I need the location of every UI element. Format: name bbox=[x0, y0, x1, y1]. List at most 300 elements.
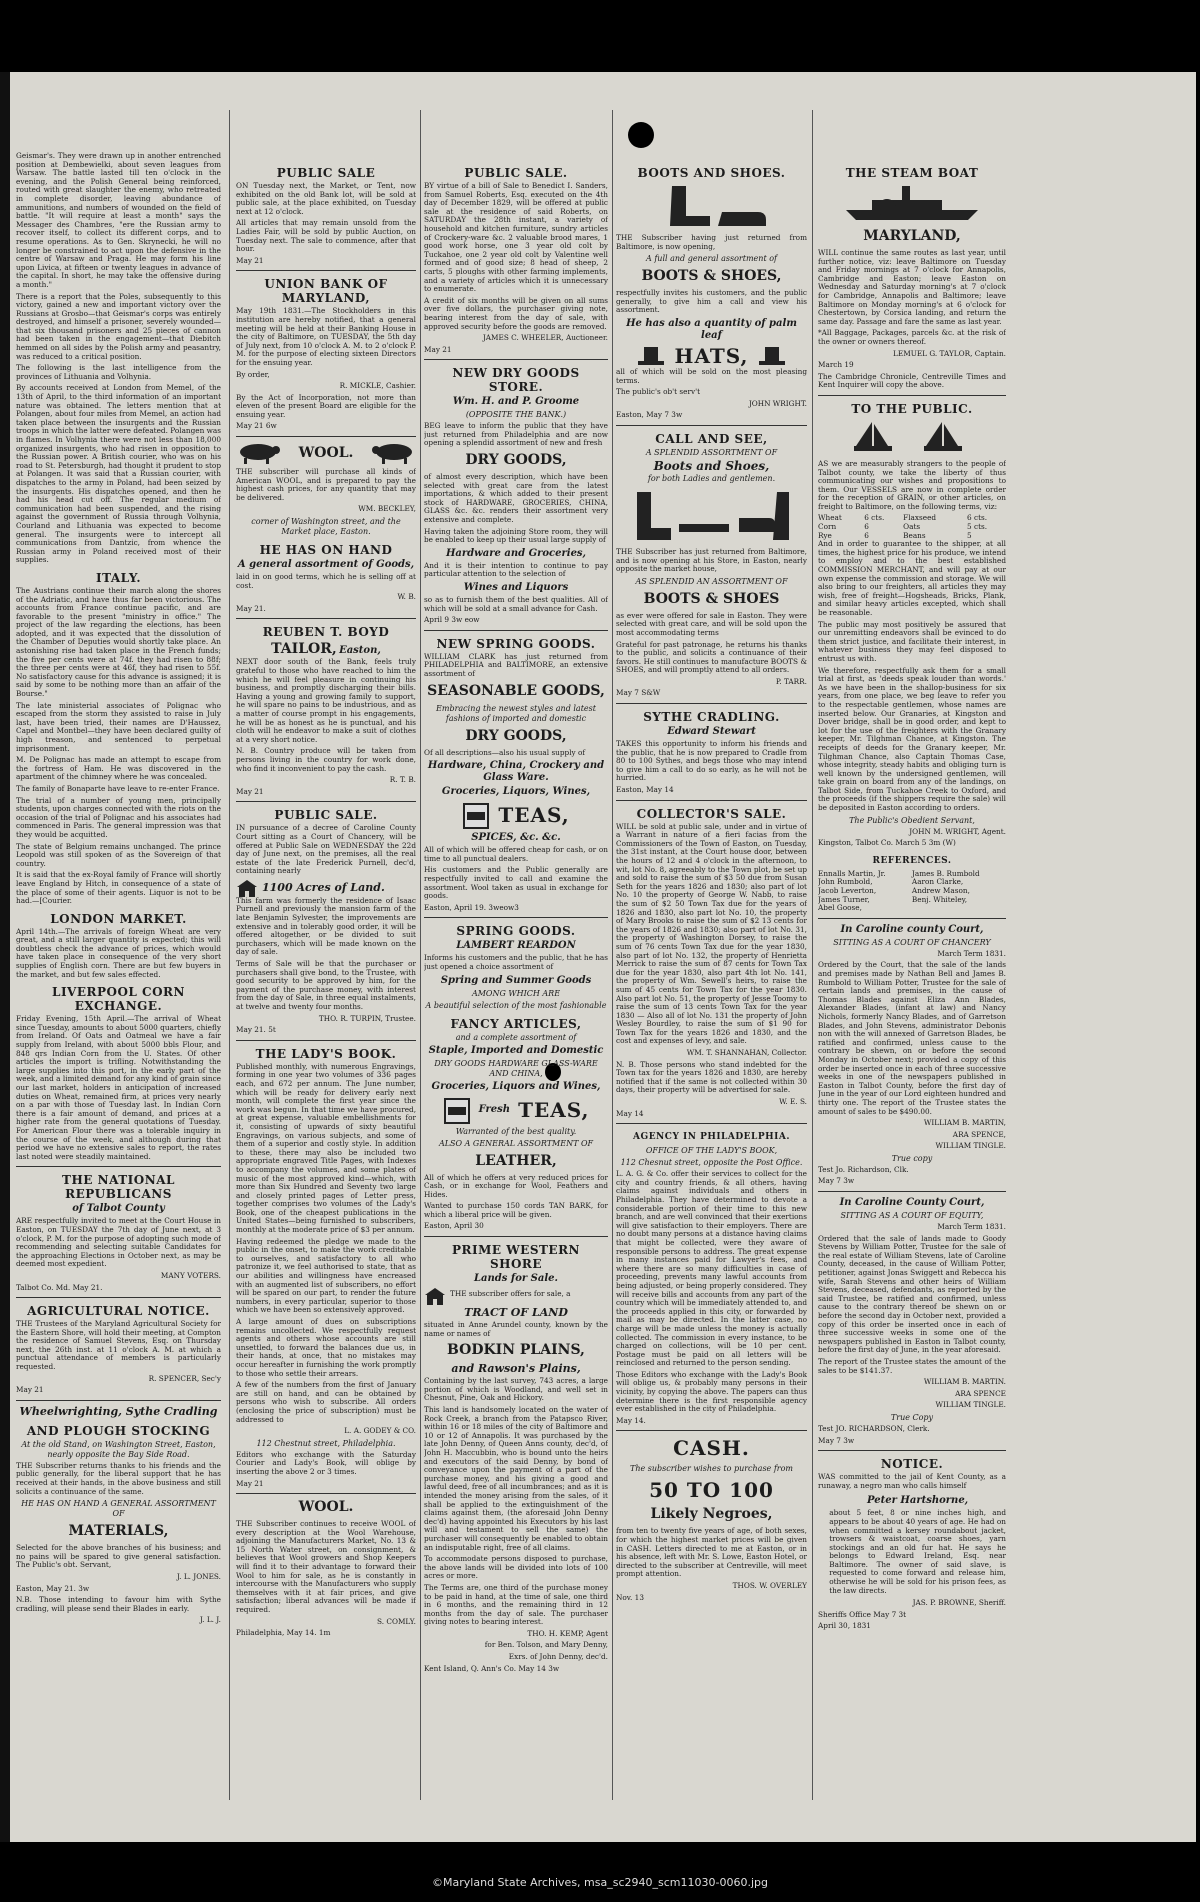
steamboat-date: March 19 bbox=[818, 360, 854, 370]
steamboat-text: WILL continue the same routes as last year, until further notice, viz: leave Baltimore on Tuesday and Friday mornings at 7 o'clock for Annapolis, Cambridge and Easton; leave Easton on Wednesday and Saturday morning's at 7 o'clock for Cambridge, Annapolis and Baltimore; leave Baltimore on Monday morning's at 6 o'clock for Chestertown, by Corsica landing, and return the same day. Passage and fare the same as last year. bbox=[818, 248, 1006, 326]
cash-date: Nov. 13 bbox=[616, 1592, 644, 1602]
court-1-signature: WILLIAM B. MARTIN, bbox=[923, 1118, 1006, 1128]
reference-name: Aaron Clarke, bbox=[911, 877, 964, 887]
reference-name: Andrew Mason, bbox=[911, 886, 970, 896]
public-sale-3-heading: PUBLIC SALE. bbox=[464, 166, 568, 180]
wheel-signature: J. L. JONES. bbox=[176, 1572, 221, 1581]
sythe-text: TAKES this opportunity to inform his friends and the public, that he is now prepared to Cradle from 80 to 100 Sythes, and begs those who may intend to give him a call to do so early, as he will not be hurried. bbox=[616, 739, 807, 783]
public-sale-2-text-2: This farm was formerly the residence of Isaac Purnell and previously the mansion farm of the late Benjamin Sylvester, the improvements are extensive and in tolerably good order, it will be offered altogether, or be divided to suit purchasers, which will be made known on the day of sale. bbox=[236, 895, 416, 957]
staple-line-2: DRY GOODS HARDWARE GLASS-WARE AND CHINA, bbox=[434, 1058, 598, 1078]
collectors-sale-nb: N. B. Those persons who stand indebted for the Town tax for the years 1826 and 1830, are hereby notified that if the same is not collected within 30 days, their property will be advertised for sale. bbox=[616, 1059, 807, 1095]
freight-cell: 6 bbox=[864, 530, 869, 540]
teas-2-heading: TEAS, bbox=[518, 1097, 590, 1122]
boots-illustration-icon bbox=[627, 488, 797, 544]
reference-name: Jacob Leverton, bbox=[818, 886, 877, 896]
notice-date: April 30, 1831 bbox=[818, 1621, 871, 1631]
steamboat-signature: LEMUEL G. TAYLOR, Captain. bbox=[893, 348, 1006, 358]
wheel-date: Easton, May 21. 3w bbox=[16, 1583, 90, 1593]
wheel-text-2: HE HAS ON HAND A GENERAL ASSORTMENT OF bbox=[21, 1499, 216, 1519]
ink-blot bbox=[628, 122, 654, 148]
court-2-subheading: SITTING AS A COURT OF EQUITY, bbox=[840, 1211, 984, 1221]
republicans-signature: MANY VOTERS. bbox=[160, 1270, 221, 1280]
agency-date: May 14. bbox=[616, 1415, 646, 1425]
public-sale-date: May 21 bbox=[236, 255, 264, 265]
agri-text: THE Trustees of the Maryland Agricultural Society for the Eastern Shore, will hold their meeting, at Compton the residence of Samuel Stevens, Esq. on Thursday next, the 26th inst. at 11 o'clock A. M. at which a punctual attendance of members is particularly requested. bbox=[16, 1319, 221, 1372]
divider bbox=[424, 630, 608, 631]
freight-cell: Rye bbox=[818, 530, 832, 540]
among-which: AMONG WHICH ARE bbox=[471, 988, 561, 998]
public-sale-2-signature: THO. R. TURPIN, Trustee. bbox=[318, 1013, 416, 1023]
boots-text-2: respectfully invites his customers, and the public generally, to give him a call and view his assortment. bbox=[616, 288, 807, 315]
freight-table bbox=[818, 514, 1006, 540]
agri-date: May 21 bbox=[16, 1385, 44, 1395]
dry-goods-opposite: (OPPOSITE THE BANK.) bbox=[465, 410, 567, 420]
boots-text: THE Subscriber having just returned from Baltimore, is now opening, bbox=[616, 233, 807, 251]
divider bbox=[236, 801, 416, 802]
public-sale-heading: PUBLIC SALE bbox=[276, 166, 376, 180]
spring-goods-text-3: All of which will be offered cheap for cash, or on time to all punctual dealers. bbox=[424, 845, 608, 863]
to-the-public-text: AS we are measurably strangers to the people of Talbot county, we take the liberty of thus communicating our wishes and propositions to them. Our VESSELS are now in complete order for the reception of GRAIN, or other articles, on freight to Baltimore, on the following terms, viz: bbox=[818, 458, 1006, 511]
call-text-2: as ever were offered for sale in Easton. They were selected with great care, and will be sold upon the most accommodating terms bbox=[616, 610, 807, 637]
divider bbox=[818, 1191, 1006, 1192]
agri-signature: R. SPENCER, Sec'y bbox=[148, 1373, 221, 1383]
ladys-book-text-5: Editors who exchange with the Saturday Courier and Lady's Book, will oblige by inserting the above 2 or 3 times. bbox=[236, 1449, 416, 1476]
divider bbox=[236, 436, 416, 437]
call-big-heading: Boots and Shoes, bbox=[653, 458, 770, 473]
freight-cell: 6 cts. bbox=[864, 513, 885, 523]
wool-2-date: Philadelphia, May 14. 1m bbox=[236, 1628, 331, 1638]
court-1-subheading: SITTING AS A COURT OF CHANCERY bbox=[833, 937, 991, 947]
cash-number: 50 TO 100 bbox=[649, 1478, 774, 1503]
cash-text: The subscriber wishes to purchase from bbox=[629, 1464, 794, 1474]
court-2-heading: In Caroline County Court, bbox=[839, 1197, 985, 1209]
tailor-heading-row bbox=[236, 641, 416, 658]
call-text-3: Grateful for past patronage, he returns his thanks to the public, and solicits a continuance of their favors. He still continues to manufacture BOOTS & SHOES, and will promptly attend to all orders. bbox=[616, 639, 807, 675]
steamboat-note: The Cambridge Chronicle, Centreville Times and Kent Inquirer will copy the above. bbox=[818, 371, 1006, 390]
prime-land-heading: PRIME WESTERN SHORE bbox=[451, 1243, 581, 1272]
public-sale-text: ON Tuesday next, the Market, or Tent, now exhibited on the old Bank lot, will be sold at public sale, at the place exhibited, on Tuesday next at 12 o'clock. bbox=[236, 181, 416, 216]
tailor-text: NEXT door south of the Bank, feels truly grateful to those who have reached to him the which he will feel pleasure in continuing his business, and promptly discharging their bills. Having a young and growing family to support, he will spare no pains to be industrious, and as a matter of course prompt in his engagements, he will be as honest as he is punctual, and his cloth will he endeavor to make a suit of clothes at a very short notice. bbox=[236, 657, 416, 744]
wheel-subheading: At the old Stand, on Washington Street, Easton, nearly opposite the Bay Side Road. bbox=[21, 1439, 216, 1459]
groceries-2-line: Groceries, Liquors and Wines, bbox=[431, 1080, 601, 1092]
hat-icon bbox=[758, 345, 786, 367]
london-text: April 14th.—The arrivals of foreign Wheat are very great, and a still larger quantity is expected; this will doubtless check the advance of prices, which would have taken place in consequence of the very short supplies of English corn. There are but few buyers in the market, and but few sales effected. bbox=[16, 926, 221, 979]
ladys-book-text-4: A few of the numbers from the first of January are still on hand, and can be obtained by persons who wish to subscribe. All orders (enclosing the price of subscription) must be addressed to bbox=[236, 1380, 416, 1424]
dry-goods-text-2: of almost every description, which have been selected with great care from the latest importations, & which added to their present stock of HARDWARE, GROCERIES, CHINA, GLASS &c. &c. renders their assortment very extensive and complete. bbox=[424, 472, 608, 525]
republicans-text: ARE respectfully invited to meet at the Court House in Easton, on TUESDAY the 7th day of June next, at 3 o'clock, P. M. for the purpose of adopting such mode of recommending and selecting suitable Candidates for the approaching Elections in October next, as may be deemed most expedient. bbox=[16, 1216, 221, 1269]
prime-land-subheading: Lands for Sale. bbox=[474, 1273, 558, 1285]
ladys-book-date: May 21 bbox=[236, 1478, 264, 1488]
wool-header-row bbox=[236, 442, 416, 464]
court-2-date: May 7 3w bbox=[818, 1435, 855, 1445]
tract-text: situated in Anne Arundel county, known by the name or names of bbox=[424, 1320, 608, 1338]
freight-cell: Oats bbox=[903, 522, 921, 532]
fresh-label: Fresh bbox=[478, 1103, 511, 1115]
assortment-line: ALSO A GENERAL ASSORTMENT OF bbox=[438, 1138, 594, 1148]
steamboat-heading: THE STEAM BOAT bbox=[845, 166, 979, 180]
boot-and-shoe-icon bbox=[652, 184, 772, 230]
public-sale-2-heading: PUBLIC SALE. bbox=[274, 808, 378, 823]
column-1 bbox=[16, 152, 221, 1628]
union-bank-text-2: By the Act of Incorporation, not more than eleven of the present Board are eligible for the ensuing year. bbox=[236, 392, 416, 419]
leather-text: All of which he offers at very reduced prices for Cash, or in exchange for Wool, Feathers and Hides. bbox=[424, 1172, 608, 1199]
court-1-signature-3: WILLIAM TINGLE. bbox=[935, 1141, 1006, 1151]
divider bbox=[818, 1450, 1006, 1451]
notice-body-row bbox=[818, 1493, 1006, 1598]
ladys-book-signature: L. A. GODEY & CO. bbox=[344, 1426, 416, 1436]
reference-name: Benj. Whiteley, bbox=[911, 894, 968, 904]
cash-negroes: Likely Negroes, bbox=[650, 1506, 773, 1523]
materials-heading: MATERIALS, bbox=[68, 1523, 169, 1540]
prime-land-text: THE subscriber offers for sale, a bbox=[450, 1289, 571, 1299]
agency-office: OFFICE OF THE LADY'S BOOK, bbox=[645, 1146, 778, 1156]
court-2-signature-3: WILLIAM TINGLE. bbox=[935, 1400, 1006, 1410]
italy-heading: ITALY. bbox=[95, 570, 142, 585]
divider bbox=[616, 1123, 807, 1124]
spring-goods-subheading: Embracing the newest styles and latest fashions of imported and domestic bbox=[436, 703, 596, 723]
court-1-signature-2: ARA SPENCE, bbox=[952, 1129, 1006, 1139]
notice-signature: JAS. P. BROWNE, Sheriff. bbox=[912, 1598, 1006, 1608]
hats-public: The public's ob't serv't bbox=[616, 387, 701, 397]
acres-row bbox=[236, 879, 416, 897]
court-1-heading: In Caroline county Court, bbox=[840, 923, 984, 935]
tan-bark-date: Easton, April 30 bbox=[424, 1221, 484, 1231]
on-hand-heading: HE HAS ON HAND bbox=[259, 543, 393, 558]
spring-goods-2-text: Informs his customers and the public, that he has just opened a choice assortment of bbox=[424, 953, 608, 971]
tract-signature-2: for Ben. Tolson, and Mary Denny, bbox=[484, 1640, 608, 1650]
teas-heading: TEAS, bbox=[498, 803, 570, 828]
spring-goods-2-heading: SPRING GOODS. bbox=[456, 924, 576, 939]
notice-name: Peter Hartshorne, bbox=[867, 1495, 969, 1507]
wool-address: corner of Washington street, and the Market place, Easton. bbox=[251, 517, 401, 537]
spring-goods-subheading-2: Hardware, China, Crockery and Glass Ware. bbox=[427, 760, 605, 784]
boots-heading: BOOTS AND SHOES. bbox=[637, 166, 786, 180]
war-paragraph: There is a report that the Poles, subsequently to this victory, gained a new and important victory over the Russians at Grosbo—that Geismar's corps was entirely destroyed, and himself a prisoner, severely wounded—that six thousand prisoners and 25 pieces of cannon had been taken in the engagement—that Diebitch hemmed on all sides by the Polish army and peasantry, was reduced to a critical position. bbox=[16, 291, 221, 361]
war-paragraph: Geismar's. They were drawn up in another entrenched position at Dembewielki, about seven leagues from Warsaw. The battle lasted till ten o'clock in the evening, and the Polish General being reinforced, routed with great slaughter the enemy, who retreated in complete disorder, leaving abundance of ammunitions, and numbers of wounded on the field of battle. "It will require at least a month" says the Messager des Chambres, "ere the Russian army to recover itself, to collect its different corps, and to resume operations. As to Gen. Skrynecki, he will no longer be constrained to act upon the defensive in the centre of Warsaw and Praga. He may form his line upon Livica, at fifteen or twenty leagues in advance of the capital. In short, he may take the offensive during a month." bbox=[16, 152, 221, 289]
collectors-sale-heading: COLLECTOR'S SALE. bbox=[636, 806, 787, 821]
union-bank-text: May 19th 1831.—The Stockholders in this institution are hereby notified, that a general meeting will be held at their Banking House in the city of Baltimore, on TUESDAY, the 5th day of July next, from 10 o'clock A. M. to 2 o'clock P. M. for the purpose of electing sixteen Directors for the ensuing year. bbox=[236, 306, 416, 367]
dry-goods-2-heading: DRY GOODS, bbox=[465, 727, 567, 744]
ladys-book-text-3: A large amount of dues on subscriptions remains uncollected. We respectfully request agents and others whose accounts are still unsettled, to forward the balances due us, in their hands, at once, that no mistakes may occur hereafter in furnishing the work promptly to those who settle their arrears. bbox=[236, 1317, 416, 1378]
tract-heading: TRACT OF LAND bbox=[464, 1306, 568, 1320]
wheel-text: THE Subscriber returns thanks to his friends and the public generally, for the liberal support that he has received at their hands, in the above business and still solicits a continuance of the same. bbox=[16, 1460, 221, 1496]
divider bbox=[16, 1297, 221, 1298]
public-sale-3-text-2: A credit of six months will be given on all sums over five dollars, the purchaser giving note, bearing interest from the day of sale, with approved security before the goods are removed. bbox=[424, 295, 608, 331]
court-1-date: May 7 3w bbox=[818, 1176, 855, 1186]
divider bbox=[236, 618, 416, 619]
column-3 bbox=[424, 160, 608, 1676]
palm-leaf-line: He has also a quantity of palm leaf bbox=[626, 317, 797, 341]
to-the-public-text-4: We therefore, respectfully ask them for a small trial at first, as 'deeds speak louder than words.' As we have been in the shallop-business for six years, from one place, we beg leave to refer you to the respectable gentlemen, whose names are inserted below. Our Granaries, at Kingston and Dover bridge, shall be in good order, and kept to lot for the use of the freighters with the Granary keeper, Mr. Tilghman Chance, at Kingston. The receipts of deeds for the Granary keeper, Mr. Tilghman Chance, also Captain Thomas Case, whose integrity, steady habits and obliging turn is well known by the undersigned gentlemen, will take grain on board from any of the landings, on Talbot Side, from Tuckahoe Creek to Oxford, and the proceeds (if the shippers require the sale) will be deposited in Easton according to orders. bbox=[818, 665, 1006, 813]
acres-heading: 1100 Acres of Land. bbox=[262, 880, 385, 894]
column-rule bbox=[812, 110, 813, 1800]
column-2 bbox=[236, 160, 416, 1641]
ladys-book-heading: THE LADY'S BOOK. bbox=[255, 1046, 397, 1061]
collectors-sale-initials: W. E. S. bbox=[779, 1097, 807, 1107]
on-hand-text: laid in on good terms, which he is selling off at cost. bbox=[236, 572, 416, 590]
wheel-initials: J. L. J. bbox=[199, 1615, 221, 1625]
public-sale-3-text: BY virtue of a bill of Sale to Benedict I. Sanders, from Samuel Roberts, Esq. executed on the 4th day of December 1829, will be offered at public sale at the residence of said Roberts, on SATURDAY the 28th instant, a variety of household and kitchen furniture, sundry articles of Crockery-ware &c. 2 valuable brood mares, 1 good work horse, one 3 year old colt by Tuckahoe, one 2 year old colt by Valentine well formed and of good size; 8 head of sheep, 2 carts, 5 ploughs with other farming implements, and a variety of articles which it is unnecessary to enumerate. bbox=[424, 181, 608, 294]
spring-goods-heading: NEW SPRING GOODS. bbox=[436, 636, 596, 651]
reference-name bbox=[912, 904, 1006, 913]
dry-goods-date: April 9 3w eow bbox=[424, 615, 480, 625]
agency-heading: AGENCY IN PHILADELPHIA. bbox=[633, 1132, 790, 1143]
freight-cell: Wheat bbox=[818, 513, 842, 523]
divider bbox=[818, 395, 1006, 396]
reference-name: James Turner, bbox=[818, 894, 870, 904]
to-the-public-text-3: The public may most positively be assured that our unremitting endeavors shall be evinced to do them strict justice, and facilitate their interest, in whatever business they may feel disposed to entrust us with. bbox=[818, 619, 1006, 663]
republicans-subheading: of Talbot County bbox=[72, 1203, 165, 1215]
freight-cell: Flaxseed bbox=[903, 513, 937, 523]
wheel-heading-2: AND PLOUGH STOCKING bbox=[26, 1423, 211, 1438]
court-1-copy: True copy bbox=[891, 1153, 933, 1163]
sailing-ships-icon bbox=[852, 420, 972, 456]
house-icon bbox=[424, 1287, 446, 1305]
sythe-heading: SYTHE CRADLING. bbox=[643, 710, 780, 725]
dry-goods-store-heading: NEW DRY GOODS STORE. bbox=[452, 366, 580, 395]
tea-chest-icon bbox=[443, 1095, 471, 1125]
dry-goods-text-4: And it is their intention to continue to pay particular attention to the selection of bbox=[424, 560, 608, 579]
court-2-signature: WILLIAM B. MARTIN. bbox=[923, 1377, 1006, 1387]
london-heading: LONDON MARKET. bbox=[50, 911, 187, 926]
house-icon bbox=[236, 879, 258, 897]
reardon-name: LAMBERT REARDON bbox=[456, 940, 576, 952]
public-sale-2-date: May 21. 5t bbox=[236, 1025, 276, 1035]
notice-body bbox=[829, 1493, 1006, 1598]
references-heading: REFERENCES. bbox=[872, 855, 952, 866]
steamboat-icon bbox=[842, 184, 982, 224]
agency-address: 112 Chesnut street, opposite the Post Office. bbox=[620, 1158, 803, 1168]
wheel-text-3: Selected for the above branches of his business; and no pains will be spared to give general satisfaction. The Public's obt. Servant, bbox=[16, 1543, 221, 1570]
tailor-initials: R. T. B. bbox=[389, 775, 416, 785]
sythe-name: Edward Stewart bbox=[667, 726, 756, 738]
sheep-icon bbox=[236, 442, 282, 464]
spring-goods-text-4: His customers and the Public generally are respectfully invited to call and examine the assortment. Wool taken as usual in exchange for goods. bbox=[424, 865, 608, 901]
to-the-public-obedient: The Public's Obedient Servant, bbox=[849, 815, 975, 825]
call-boots-shoes: BOOTS & SHOES bbox=[643, 590, 780, 607]
tea-chest-icon bbox=[462, 800, 490, 830]
collectors-sale-text: WILL be sold at public sale, under and in virtue of a Warrant in nature of a fieri facias from the Commissioners of the Town of Easton, on Tuesday, the 31st instant, at the Court house door, between the hours of 12 and 4 o'clock in the afternoon, to wit, lot No. 8, agreeably to the Town plot, be set up and sold to raise the sum of $3 50 due from Susan Seth for the years 1826 and 1830; also part of lot No. 10 the property of George W. Nabb, to raise the sum of $2 50 Town Tax due for the years of 1826 and 1830, also part lot No. 10, the property of Mary Brooks to raise the sum of $2 13 cents for the years of 1826 and 1830; also part of lot No. 31, the property of Washington Dorsey, to raise the sum of 76 cents Town Tax due for the year 1830, also part of lot No. 132, the property of Henrietta Merrick to raise the sum of 87 cents for Town Tax due for the year 1830, also part 4th lot No. 141, the property of Wm. Sewell's heirs, to raise the sum of 45 cents for Town Tax for the year 1830. Also part lot No. 51, the property of Jesse Toomy to raise the sum of 13 cents Town Tax for the year 1830 — Also all of lot No. 131 the property of John Wesley Bourdley, to raise the sum of $1 90 for Town Tax for the years 1826 and 1830, and the cost and expenses of levy, and sale. bbox=[616, 821, 807, 1046]
divider bbox=[616, 1430, 807, 1431]
war-paragraph: The following is the last intelligence from the provinces of Lithuania and Volhynia. bbox=[16, 363, 221, 381]
public-sale-2-text-3: Terms of Sale will be that the purchaser or purchasers shall give bond, to the Trustee, with good security to be approved by him, for the payment of the purchase money, with interest from the day of Sale, in three equal instalments, at twelve and twenty four months. bbox=[236, 959, 416, 1011]
call-subheading: A SPLENDID ASSORTMENT OF bbox=[645, 447, 778, 457]
reference-name: John Rumbold, bbox=[818, 877, 873, 887]
hats-signature: JOHN WRIGHT. bbox=[748, 398, 807, 408]
boots-subheading: A full and general assortment of bbox=[646, 254, 777, 264]
maryland-heading: MARYLAND, bbox=[863, 228, 961, 244]
hats-text: all of which will be sold on the most pleasing terms. bbox=[616, 366, 807, 385]
tract-text-3: This land is handsomely located on the water of Rock Creek, a branch from the Patapsco River, within 16 or 18 miles of the city of Baltimore and 10 or 12 of Annapolis. It was purchased by the late John Denny, of Queen Anns county, dec'd, of John H. Maccubbin, who is bound unto the heirs and executors of the said Denny, by bond of conveyance upon the payment of a part of the purchase money, and his giving a good and lawful deed, free of all incumbrances; and as it is intended the money arising from the sales, of it shall be applied to the extinguishment of the claims against them, (the aforesaid John Denny dec'd) having appointed his Executors by his last will and testament to sell the same) the purchaser will consequently be enabled to obtain an indisputable right, free of all claims. bbox=[424, 1405, 608, 1552]
call-text: THE Subscriber has just returned from Baltimore, and is now opening at his Store, in Easton, nearly opposite the market house, bbox=[616, 546, 807, 574]
column-rule bbox=[612, 110, 613, 1800]
staple-line: Staple, Imported and Domestic bbox=[428, 1044, 604, 1056]
court-2-text-2: The report of the Trustee states the amount of the sales to be $141.37. bbox=[818, 1356, 1006, 1375]
court-2-term: March Term 1831. bbox=[937, 1222, 1006, 1232]
to-the-public-date: Kingston, Talbot Co. March 5 3m (W) bbox=[818, 838, 956, 848]
reference-name: Abel Goose, bbox=[818, 903, 862, 913]
divider bbox=[616, 800, 807, 801]
public-sale-3-signature: JAMES C. WHEELER, Auctioneer. bbox=[482, 333, 608, 343]
boots-big-heading: BOOTS & SHOES, bbox=[641, 268, 782, 285]
ladys-book-text: Published monthly, with numerous Engravings, forming in one year two volumes of 336 pages each, and 672 per annum. The June number, which will be ready for delivery early next month, will complete the first year since the work was begun. In that time we have procured, at great expense, valuable embellishments for it, consisting of upwards of sixty beautiful Engravings, on various subjects, and some of them of a superior and costly style. In addition to these, there may also be included two appropriate engraved Title Pages, with Indexes to accompany the volumes, and some plates of music of the most approved kind—which, with more than Six Hundred and Seventy two large and closely printed pages of Letter press, together comprises two volumes of the Lady's Book, one of the cheapest publications in the United States—being furnished to subscribers, monthly at the moderate price of $3 per annum. bbox=[236, 1061, 416, 1235]
staple-intro: and a complete assortment of bbox=[455, 1032, 577, 1042]
ladys-book-address: 112 Chestnut street, Philadelphia. bbox=[256, 1438, 396, 1448]
divider bbox=[424, 917, 608, 918]
wool-2-text: THE Subscriber continues to receive WOOL of every description at the Wool Warehouse, adjoining the Manufacturers Market, No. 13 & 15 North Water street, on consignment, & believes that Wool growers and Shop Keepers will find it to their advantage to forward their Wool to him for sale, as he is constantly in intercourse with the Manufacturers who supply themselves with it at fair prices, and give satisfaction; liberal advances will be made if required. bbox=[236, 1519, 416, 1615]
dry-goods-names: Wm. H. and P. Groome bbox=[452, 396, 580, 408]
divider bbox=[236, 270, 416, 271]
call-date: May 7 S&W bbox=[616, 688, 661, 698]
to-the-public-signature: JOHN M. WRIGHT, Agent. bbox=[909, 826, 1006, 836]
reference-name: James B. Rumbold bbox=[911, 868, 980, 878]
italy-paragraph: The late ministerial associates of Polignac who escaped from the storm they assisted to raise in July last, have been tried, their names are D'Haussez, Capel and Montbel—they have been declared guilty of high treason, and sentenced to perpetual imprisonment. bbox=[16, 700, 221, 753]
liverpool-text: Friday Evening, 15th April.—The arrival of Wheat since Tuesday, amounts to about 5000 quarters, chiefly from Ireland. Of Oats and Oatmeal we have a fair supply from Ireland, with about 5000 bbls Flour, and 848 qrs Indian Corn from the U. States. Of other articles the import is trifling. Notwithstanding the large supplies into this port, in the early part of the week, and a limited demand for any kind of grain since our last market, holders in anticipation of increased duties on Wheat, remained firm, at prices very nearly on a par with those of Tuesday last. In Indian Corn there is a fair amount of demand, and prices at a higher rate from the general quotations of Tuesday. For American Flour there was a tolerable inquiry in the course of the week, and although during that period we have no extensive sales to report, the rates last noted were steadily maintained. bbox=[16, 1014, 221, 1161]
dry-goods-heading: DRY GOODS, bbox=[465, 452, 567, 469]
page-left-edge bbox=[0, 72, 10, 1842]
freight-cell: Corn bbox=[818, 522, 837, 532]
wool-2-signature: S. COMLY. bbox=[377, 1616, 416, 1626]
court-2-signature-2: ARA SPENCE bbox=[955, 1388, 1006, 1398]
wool-heading: WOOL. bbox=[298, 444, 354, 461]
republicans-date: Talbot Co. Md. May 21. bbox=[16, 1282, 103, 1292]
union-bank-heading: UNION BANK OF MARYLAND, bbox=[264, 277, 388, 306]
rawson-heading: and Rawson's Plains, bbox=[451, 1362, 581, 1376]
reference-name: Ennalls Martin, Jr. bbox=[818, 868, 886, 878]
teas-2-row bbox=[424, 1095, 608, 1125]
court-2-test: Test JO. RICHARDSON, Clerk. bbox=[818, 1423, 930, 1433]
hat-icon bbox=[637, 345, 665, 367]
italy-paragraph: It is said that the ex-Royal family of France will shortly leave England by Hitch, in consequence of a state of the place of some of their agents. Liquor is not to be had.—[Courier. bbox=[16, 870, 221, 906]
tailor-heading: TAILOR, bbox=[271, 641, 337, 658]
to-the-public-text-2: And in order to guarantee to the shipper, at all times, the highest price for his produce, we intend to employ and to the best established COMMISSION MERCHANT, and will pay at our own expense the commission and storage. We will also bring to our freighters, all articles they may wish, free of freight—Hogsheads, Bricks, Plank, and similar heavy articles excepted, which shall be reasonable. bbox=[818, 539, 1006, 617]
court-1-term: March Term 1831. bbox=[937, 948, 1006, 958]
divider bbox=[236, 1493, 416, 1494]
public-sale-text-2: All articles that may remain unsold from the Ladies Fair, will be sold by public Auction, on Tuesday next. The sale to commence, after that hour. bbox=[236, 218, 416, 254]
column-rule bbox=[420, 110, 421, 1800]
public-sale-3-date: May 21 bbox=[424, 344, 452, 354]
leather-heading: LEATHER, bbox=[475, 1152, 557, 1169]
tract-signature-3: Exrs. of John Denny, dec'd. bbox=[508, 1652, 608, 1662]
collectors-sale-signature: WM. T. SHANNAHAN, Collector. bbox=[686, 1048, 807, 1058]
on-hand-initials: W. B. bbox=[397, 592, 416, 602]
tract-text-2: Containing by the last survey, 743 acres, a large portion of which is Woodland, and well set in Chesnut, Pine, Oak and Hickory. bbox=[424, 1376, 608, 1403]
on-hand-subheading: A general assortment of Goods, bbox=[237, 559, 415, 571]
notice-text: WAS committed to the jail of Kent County, as a runaway, a negro man who calls himself bbox=[818, 1472, 1006, 1490]
spices-line: SPICES, &c. &c. bbox=[471, 832, 561, 844]
agency-text-2: Those Editors who exchange with the Lady's Book will oblige us, & probably many persons in their vicinity, by copying the above. The papers can thus determine there is the first responsible agency ever established in the city of Philadelphia. bbox=[616, 1369, 807, 1414]
divider bbox=[16, 1166, 221, 1167]
runaway-figure-icon bbox=[818, 1493, 823, 1563]
references-table bbox=[818, 870, 1006, 913]
cash-signature: THOS. W. OVERLEY bbox=[732, 1581, 807, 1590]
hats-row bbox=[616, 344, 807, 368]
italy-paragraph: The family of Bonaparte have leave to re-enter France. bbox=[16, 783, 220, 793]
steamboat-text-2: *All Baggage, Packages, parcels &c. at the risk of the owner or owners thereof. bbox=[818, 328, 1006, 346]
call-and-see-heading: CALL AND SEE, bbox=[655, 431, 768, 446]
to-the-public-heading: TO THE PUBLIC. bbox=[851, 401, 973, 416]
hats-date: Easton, May 7 3w bbox=[616, 410, 683, 420]
notice-text-2: about 5 feet, 8 or nine inches high, and appears to be about 40 years of age. He had on when committed a kersey roundabout jacket, trowsers & waistcoat, coarse shoes, yarn stockings and an old fur hat. He says he belongs to Edward Ireland, Esq. near Baltimore. The owner of said slave, is requested to come forward and release him, otherwise he will be sold for his prison fees, as the law directs. bbox=[829, 1508, 1006, 1595]
liverpool-heading: LIVERPOOL CORN EXCHANGE. bbox=[52, 985, 185, 1014]
tailor-nb: N. B. Country produce will be taken from persons living in the country for work done, who find it inconvenient to pay the cash. bbox=[236, 746, 416, 773]
court-1-test: Test Jo. Richardson, Clk. bbox=[818, 1164, 909, 1174]
table-row bbox=[818, 904, 1006, 913]
bodkin-heading: BODKIN PLAINS, bbox=[447, 1342, 585, 1359]
italy-paragraph: M. De Polignac has made an attempt to escape from the fortress of Ham. He was discovered in the apartment of the chimney where he was concealed. bbox=[16, 755, 221, 782]
hardware-subheading: Hardware and Groceries, bbox=[445, 547, 587, 559]
tan-bark-text: Wanted to purchase 150 cords TAN BARK, for which a liberal price will be given. bbox=[424, 1201, 608, 1219]
archive-credit: ©Maryland State Archives, msa_sc2940_scm11030-0060.jpg bbox=[432, 1876, 768, 1889]
call-as: AS SPLENDID AN ASSORTMENT OF bbox=[635, 576, 788, 586]
notice-office: Sheriffs Office May 7 3t bbox=[818, 1609, 907, 1619]
ladys-book-text-2: Having redeemed the pledge we made to the public in the onset, to make the work creditable to ourselves, and satisfactory to all who patronize it, we feel authorised to state, that as our abilities and willingness have encreased with an augmented list of subscribers, no effort will be spared on our part, to render the future numbers, in every particular, superior to those which we have been so extensively approved. bbox=[236, 1236, 416, 1315]
divider bbox=[16, 1400, 221, 1401]
wool-2-heading: WOOL. bbox=[298, 1499, 354, 1516]
divider bbox=[424, 359, 608, 360]
union-bank-by-order: By order, bbox=[236, 369, 270, 379]
freight-cell: 6 cts. bbox=[967, 513, 988, 523]
spring-goods-text-2: Of all descriptions—also his usual supply of bbox=[424, 747, 586, 757]
call-for-line: for both Ladies and gentlemen. bbox=[647, 473, 776, 483]
call-signature: P. TARR. bbox=[775, 676, 807, 686]
column-rule bbox=[229, 110, 230, 1800]
spring-goods-text: WILLIAM CLARK has just returned from PHILADELPHIA and BALTIMORE, an extensive assortment of bbox=[424, 651, 608, 678]
warranted-line: Warranted of the best quality. bbox=[455, 1126, 577, 1136]
court-2-text: Ordered that the sale of lands made to Goody Stevens by William Potter, Trustee for the sale of the real estate of William Stevens, late of Caroline County, deceased, in the cause of William Potter, petitioner, against Jonas Swiggett and Rebecca his wife, Sarah Stevens and other heirs of William Stevens, deceased, defendants, as reported by the said Trustee, be ratified and confirmed, unless cause to the contrary thereof be shewn on or before the second day in October next, provided a copy of this order be inserted once in each of three successive weeks in some one of the newspapers published in Easton in Talbot county, before the first day of June, in the year aforesaid. bbox=[818, 1233, 1006, 1355]
boyd-heading: REUBEN T. BOYD bbox=[262, 625, 390, 640]
fancy-intro: A beautiful selection of the most fashionable bbox=[425, 1000, 607, 1010]
on-hand-date: May 21. bbox=[236, 603, 266, 613]
tract-signature: THO. H. KEMP, Agent bbox=[527, 1628, 608, 1638]
groceries-line: Groceries, Liquors, Wines, bbox=[441, 786, 591, 798]
summer-goods-line: Spring and Summer Goods bbox=[440, 974, 592, 986]
column-4 bbox=[616, 160, 807, 1605]
tailor-date: May 21 bbox=[236, 786, 264, 796]
freight-cell: Beans bbox=[903, 530, 926, 540]
wheel-heading: Wheelwrighting, Sythe Cradling bbox=[19, 1404, 218, 1418]
italy-paragraph: The state of Belgium remains unchanged. The prince Leopold was still spoken of as the Sovereign of that country. bbox=[16, 841, 221, 868]
divider bbox=[616, 703, 807, 704]
agency-text: L. A. G. & Co. offer their services to collect for the city and country friends, & all others, having claims against individuals and others in Philadelphia. They have determined to devote a considerable portion of their time to this new branch, and are well convinced that their exertions will give satisfaction to their employers. There are no doubt many persons at a distance having claims that might be collected, were they aware of responsible persons to address. The great expense in many instances paid for Lawyer's fees, and where there are so many difficulties in case of proceeding, prevents many lawful accounts from being adjusted, or being properly considered. They will receive bills and accounts from any part of the country which will be immediately attended to, and the proceeds applied in this city, or forwarded by mail as may be directed. In the latter case, no charge will be made unless the money is actually collected. The commission in every instance, to be charged on collections, will be 10 per cent. Postage must be paid on all letters will be reinclosed and returned to the person sending. bbox=[616, 1169, 807, 1368]
agri-heading: AGRICULTURAL NOTICE. bbox=[27, 1304, 210, 1319]
column-5 bbox=[818, 160, 1006, 1634]
divider bbox=[818, 918, 1006, 919]
union-bank-signature: R. MICKLE, Cashier. bbox=[339, 381, 416, 391]
teas-row bbox=[424, 800, 608, 830]
collectors-sale-date: May 14 bbox=[616, 1108, 644, 1118]
tract-row bbox=[424, 1287, 608, 1305]
wheel-nb: N.B. Those intending to favour him with Sythe cradling, will please send their Blades in early. bbox=[16, 1595, 221, 1613]
italy-paragraph: The trial of a number of young men, principally students, upon charges connected with the riots on the occasion of the trial of Polignac and his associates had commenced in Paris. The general impression was that they would be acquitted. bbox=[16, 795, 221, 839]
sythe-date: Easton, May 14 bbox=[616, 785, 674, 795]
dry-goods-text-3: Having taken the adjoining Store room, they will be enabled to keep up their usual large supply of bbox=[424, 526, 608, 545]
war-paragraph: By accounts received at London from Memel, of the 13th of April, to the third information of an important nature was obtained. The letters mention that at Polangen, about four miles from Memel, an action had taken place between the insurgents and the Russian troops in which the latter were defeated. Polangen was in flames. In Volhynia there were not less than 18,000 organized insurgents, who had risen in opposition to the Russian power. A British courier, who was on his road to St. Petersburgh, had thought it prudent to stop at Polangen. It was said that a Russian courier, with dispatches to the army in Poland, had been seized by the insurgents. His dispatches opened, and then he had his head cut off. The regular medium of communication had been suspended, and the rising against the government of Russia through Volhynia, Courland and Lithuania was expected to become general. The insurgents were to intercept all communications from Dantzic, from whence the Russian army in Poland received most of their supplies. bbox=[16, 383, 221, 565]
tract-text-4: To accommodate persons disposed to purchase, the above lands will be divided into lots of 100 acres or more. bbox=[424, 1554, 608, 1581]
freight-cell: 5 cts. bbox=[967, 522, 988, 532]
notice-heading: NOTICE. bbox=[880, 1457, 944, 1472]
fancy-articles-heading: FANCY ARTICLES, bbox=[450, 1016, 582, 1031]
wines-subheading: Wines and Liquors bbox=[463, 582, 569, 593]
divider bbox=[424, 1236, 608, 1237]
spring-goods-date: Easton, April 19. 3weow3 bbox=[424, 902, 519, 912]
union-bank-date: May 21 6w bbox=[236, 421, 277, 431]
tailor-easton: Easton, bbox=[339, 645, 381, 657]
italy-paragraph: The Austrians continue their march along the shores of the Adriatic, and have thus far been victorious. The accounts from France continue pacific, and are favorable to the present "ministry in office." The project of the law regarding the elections, has been adopted, and it was expected that the dissolution of the Chamber of Deputies would shortly take place. An astonishing rise had taken place in the French funds; the five per cents were at 74f. they had risen to 88f; the three per cents were at 46f, they had risen to 55f. No satisfactory cause for this advance is assigned; it is said by some to be nothing more than an affair of the Bourse." bbox=[16, 585, 221, 699]
freight-cell: 6 bbox=[864, 522, 869, 532]
cash-text-2: from ten to twenty five years of age, of both sexes, for which the highest market prices will be given in CASH. Letters directed to me at Easton, or in his absence, left with Mr. S. Lowe, Easton Hotel, or directed to the subscriber at Centreville, will meet prompt attention. bbox=[616, 1526, 807, 1579]
hats-heading: HATS, bbox=[674, 343, 749, 368]
